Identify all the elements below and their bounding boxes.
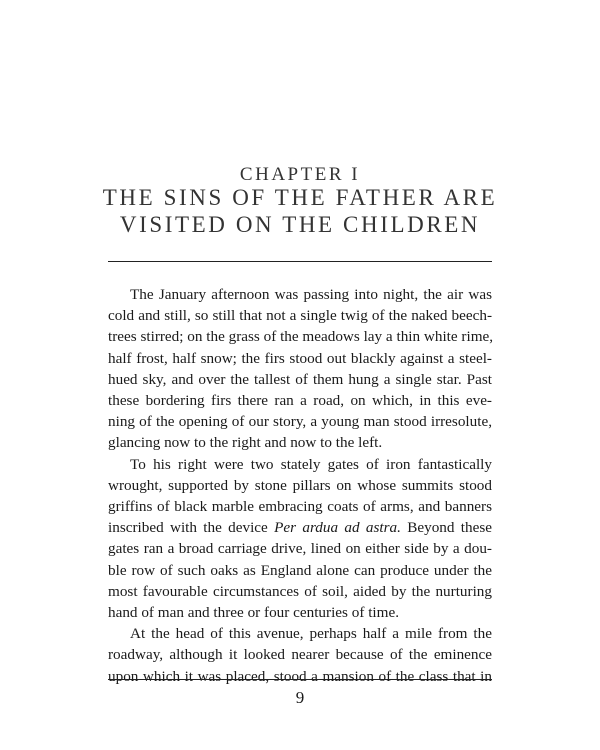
body-text bbox=[108, 284, 492, 687]
text-line: glancing now to the right and now to the left. bbox=[108, 434, 383, 452]
chapter-label: CHAPTER I bbox=[239, 164, 361, 185]
text-line: ning of the opening of our story, a young man stood irresolute, bbox=[108, 413, 492, 431]
bottom-divider bbox=[108, 679, 492, 680]
chapter-title bbox=[0, 184, 600, 238]
text-line: upon which it was placed, stood a mansion of the class that in bbox=[108, 667, 492, 685]
text-line: trees stirred; on the grass of the meadows lay a thin white rime, bbox=[108, 328, 494, 346]
text-line: most favourable circumstances of soil, aided by the nurturing bbox=[108, 582, 492, 600]
motto-text: Per ardua ad astra. bbox=[274, 519, 401, 537]
chapter-title-line: VISITED ON THE CHILDREN bbox=[119, 212, 481, 237]
text-line-with-motto bbox=[108, 517, 492, 538]
text-fragment: Beyond these bbox=[400, 519, 492, 537]
paragraph bbox=[108, 284, 492, 454]
text-line: gates ran a broad carriage drive, lined on either side by a dou- bbox=[108, 540, 492, 558]
text-line: griffins of black marble embracing coats of arms, and banners bbox=[108, 498, 492, 516]
text-line: hued sky, and over the tallest of them hung a single star. Past bbox=[108, 370, 492, 388]
text-line: roadway, although it looked nearer because of the eminence bbox=[108, 646, 492, 664]
text-line: The January afternoon was passing into night, the air was bbox=[130, 286, 492, 303]
page-number: 9 bbox=[295, 688, 305, 707]
text-fragment: inscribed with the device bbox=[108, 519, 275, 537]
text-line: half frost, half snow; the firs stood out blackly against a steel- bbox=[108, 349, 492, 367]
chapter-title-line: THE SINS OF THE FATHER ARE bbox=[102, 185, 498, 210]
text-line: these bordering firs there ran a road, on which, in this eve- bbox=[108, 392, 492, 410]
text-line: wrought, supported by stone pillars on whose summits stood bbox=[108, 476, 492, 494]
text-line: At the head of this avenue, perhaps half a mile from the bbox=[130, 625, 492, 643]
text-line: cold and still, so still that not a single twig of the naked beech- bbox=[108, 307, 492, 325]
text-line: To his right were two stately gates of iron fantastically bbox=[130, 455, 492, 473]
top-divider bbox=[108, 261, 492, 262]
paragraph bbox=[108, 454, 492, 624]
text-line: hand of man and three or four centuries of time. bbox=[108, 604, 399, 622]
text-line: ble row of such oaks as England alone can produce under the bbox=[108, 561, 492, 579]
paragraph bbox=[108, 623, 492, 687]
